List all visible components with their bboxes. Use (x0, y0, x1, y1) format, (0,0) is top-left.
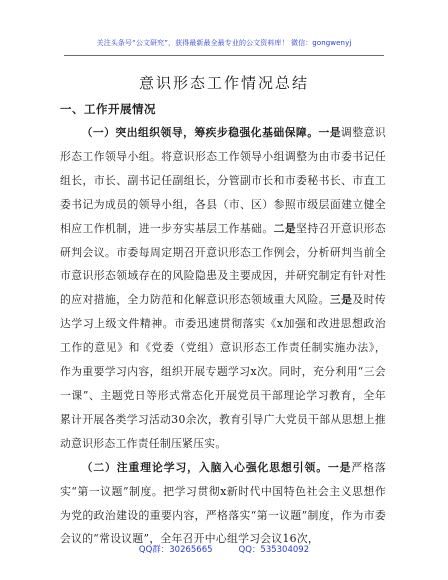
keyword-first: 一是 (318, 126, 342, 139)
document-title: 意识形态工作情况总结 (138, 74, 309, 92)
paragraph-text: 调整意识形态工作领导小组。将意识形态工作领导小组调整为由市委书记任组长，市长、副书记任副组长，分管副市长和市委秘书长、市直工委书记为成员的领导小组，各县（市、区）参照市级层面建立健全相应工作机制，进一步夯实基层工作基础。 (60, 126, 386, 235)
header-divider (64, 55, 384, 56)
keyword-second: 二是 (273, 221, 297, 235)
paragraph-lead: （二）注重理论学习，入脑入心强化思想引领。 (81, 460, 328, 474)
keyword-third: 三是 (329, 293, 353, 307)
keyword-first: 一是 (327, 460, 352, 474)
section-heading: 一、工作开展情况 (60, 102, 156, 116)
paragraph-text: 严格落实“第一议题”制度。把学习贯彻x新时代中国特色社会主义思想作为党的政治建设的重要内容，严格落实“第一议题”制度，作为市委会议的“常设议题”，全年召开中心组学习会议16次， (60, 460, 386, 546)
paragraph-lead: （一）突出组织领导，筹疾步稳强化基础保障。 (81, 126, 319, 139)
footer-qq-group: QQ群：30265665 (138, 545, 213, 555)
footer-qq: QQ：535304092 (238, 545, 310, 555)
paragraph-text: 及时传达学习上级文件精神。市委迅速贯彻落实《x加强和改进思想政治工作的意见》和《党委（党组）意识形态工作责任制实施办法》，作为重要学习内容，组织开展专题学习x次。同时，充分利用“三会一课”、主题党日等形式常态化开展党员干部理论学习教育，全年累计开展各类学习活动30余次，教育引导广大党员干部从思想上推动意识形态工作责任制压紧压实。 (60, 293, 386, 450)
document-body (60, 121, 386, 551)
header-banner: 关注头条号“公文研究”，获得最新最全最专业的公文资料库！ 微信：gongwenyj (96, 39, 352, 47)
footer-contact (0, 543, 448, 555)
paragraph-organizational-leadership (60, 121, 386, 456)
paragraph-text: 坚持召开意识形态研判会议。市委每周定期召开意识形态工作例会，分析研判当前全市意识形态领域存在的风险隐患及主要成因，并研究制定有针对性的应对措施，全力防范和化解意识形态领域重大风险。 (60, 221, 386, 307)
paragraph-theory-study (60, 456, 386, 552)
